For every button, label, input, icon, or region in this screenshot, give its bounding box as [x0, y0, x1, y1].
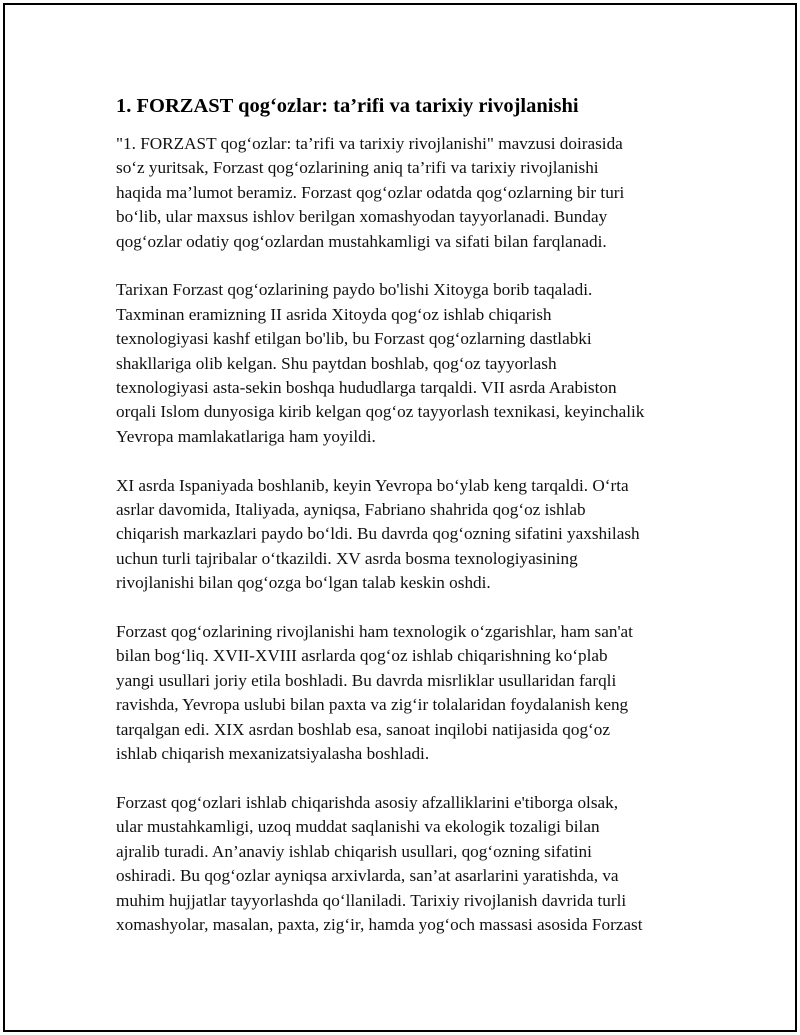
- paragraph-line: ishlab chiqarish mexanizatsiyalasha boshladi.: [116, 744, 430, 764]
- paragraph-line: bo‘lib, ular maxsus ishlov berilgan xomashyodan tayyorlanadi. Bunday: [116, 207, 608, 227]
- paragraph-line: texnologiyasi kashf etilgan bo'lib, bu Forzast qog‘ozlarning dastlabki: [116, 329, 592, 349]
- paragraph-line: XI asrda Ispaniyada boshlanib, keyin Yevropa bo‘ylab keng tarqaldi. O‘rta: [116, 475, 629, 495]
- paragraph-line: shakllariga olib kelgan. Shu paytdan boshlab, qog‘oz tayyorlash: [116, 353, 557, 373]
- paragraph-line: rivojlanishi bilan qog‘ozga bo‘lgan talab keskin oshdi.: [116, 573, 491, 593]
- paragraph-4: [116, 620, 696, 766]
- paragraph-line: yangi usullari joriy etila boshladi. Bu davrda misrliklar usullaridan farqli: [116, 670, 617, 690]
- paragraph-line: ajralib turadi. An’anaviy ishlab chiqarish usullari, qog‘ozning sifatini: [116, 841, 592, 861]
- paragraph-line: haqida ma’lumot beramiz. Forzast qog‘ozlar odatda qog‘ozlarning bir turi: [116, 182, 625, 202]
- paragraph-line: ular mustahkamligi, uzoq muddat saqlanishi va ekologik tozaligi bilan: [116, 817, 600, 837]
- paragraph-line: ravishda, Yevropa uslubi bilan paxta va zig‘ir tolalaridan foydalanish keng: [116, 695, 629, 715]
- paragraph-line: Forzast qog‘ozlari ishlab chiqarishda asosiy afzalliklarini e'tiborga olsak,: [116, 792, 619, 812]
- paragraph-line: bilan bog‘liq. XVII-XVIII asrlarda qog‘oz ishlab chiqarishning ko‘plab: [116, 646, 608, 666]
- paragraph-line: tarqalgan edi. XIX asrdan boshlab esa, sanoat inqilobi natijasida qog‘oz: [116, 719, 610, 739]
- paragraph-line: Yevropa mamlakatlariga ham yoyildi.: [116, 426, 376, 446]
- paragraph-line: chiqarish markazlari paydo bo‘ldi. Bu davrda qog‘ozning sifatini yaxshilash: [116, 524, 640, 544]
- paragraph-line: Tarixan Forzast qog‘ozlarining paydo bo'lishi Xitoyga borib taqaladi.: [116, 280, 593, 300]
- document-body: [116, 93, 696, 962]
- paragraph-line: so‘z yuritsak, Forzast qog‘ozlarining aniq ta’rifi va tarixiy rivojlanishi: [116, 158, 599, 178]
- document-title: 1. FORZAST qog‘ozlar: ta’rifi va tarixiy rivojlanishi: [116, 95, 579, 117]
- paragraph-line: qog‘ozlar odatiy qog‘ozlardan mustahkamligi va sifati bilan farqlanadi.: [116, 231, 607, 251]
- paragraph-3: [116, 474, 696, 596]
- paragraph-line: oshiradi. Bu qog‘ozlar ayniqsa arxivlarda, san’at asarlarini yaratishda, va: [116, 866, 619, 886]
- paragraph-1: [116, 132, 696, 254]
- paragraph-line: Forzast qog‘ozlarining rivojlanishi ham texnologik o‘zgarishlar, ham san'at: [116, 622, 633, 642]
- paragraph-5: [116, 791, 696, 937]
- paragraph-line: orqali Islom dunyosiga kirib kelgan qog‘oz tayyorlash texnikasi, keyinchalik: [116, 402, 645, 422]
- paragraph-line: texnologiyasi asta-sekin boshqa hududlarga tarqaldi. VII asrda Arabiston: [116, 378, 617, 398]
- paragraph-line: Taxminan eramizning II asrida Xitoyda qog‘oz ishlab chiqarish: [116, 304, 552, 324]
- paragraph-2: [116, 278, 696, 449]
- paragraph-line: uchun turli tajribalar o‘tkazildi. XV asrda bosma texnologiyasining: [116, 548, 578, 568]
- paragraph-line: "1. FORZAST qog‘ozlar: ta’rifi va tarixiy rivojlanishi" mavzusi doirasida: [116, 134, 623, 153]
- paragraph-line: xomashyolar, masalan, paxta, zig‘ir, hamda yog‘och massasi asosida Forzast: [116, 914, 643, 934]
- paragraph-line: muhim hujjatlar tayyorlashda qo‘llaniladi. Tarixiy rivojlanish davrida turli: [116, 890, 627, 910]
- paragraph-line: asrlar davomida, Italiyada, ayniqsa, Fabriano shahrida qog‘oz ishlab: [116, 500, 586, 520]
